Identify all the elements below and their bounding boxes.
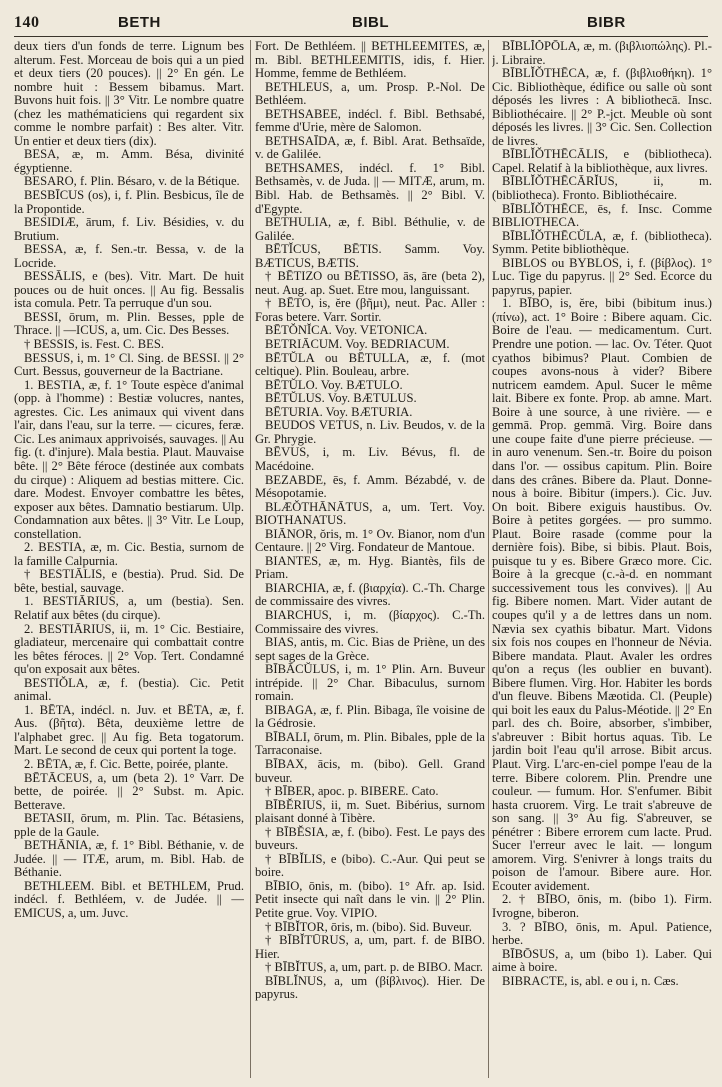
dictionary-entry: BĪBALI, ōrum, m. Plin. Bibales, pple de la Tarraconaise. — [255, 729, 485, 758]
dictionary-entry: BESSA, æ, f. Sen.-tr. Bessa, v. de la Locride. — [14, 242, 244, 270]
dictionary-entry: BĒTURIA. Voy. BÆTURIA. — [265, 404, 413, 419]
dictionary-entry: † BĪBĬLIS, e (bibo). C.-Aur. Qui peut se boire. — [255, 851, 485, 880]
dictionary-entry: BĪBLĬŎTHĒCĀRĬUS, ii, m. (bibliotheca). Fronto. Bibliothécaire. — [492, 174, 712, 203]
dictionary-entry: BIARCHUS, i, m. (βίαρχος). C.-Th. Commissaire des vivres. — [255, 607, 485, 636]
dictionary-entry: BESSĀLIS, e (bes). Vitr. Mart. De huit pouces ou de huit onces. || Au fig. Bessalis ista comula. Petr. Ta perruque d'un sou. — [14, 269, 244, 311]
dictionary-entry: 2. † BĪBO, ōnis, m. (bibo 1). Firm. Ivrogne, biberon. — [492, 892, 712, 920]
dictionary-entry: † BĪBĬTŪRUS, a, um, part. f. de BIBO. Hier. — [255, 933, 485, 961]
dictionary-entry: 3. ? BĪBO, ōnis, m. Apul. Patience, herbe. — [492, 919, 712, 948]
dictionary-entry: BIANTES, æ, m. Hyg. Biantès, fils de Priam. — [255, 553, 485, 582]
dictionary-entry: BESBĪCUS (os), i, f. Plin. Besbicus, île de la Propontide. — [14, 188, 244, 216]
dictionary-entry: BĒTŬLA ou BĒTULLA, æ, f. (mot celtique). Plin. Bouleau, arbre. — [255, 350, 485, 379]
dictionary-entry: BESTIŎLA, æ, f. (bestia). Cic. Petit animal. — [14, 675, 244, 704]
dictionary-entry: BETASII, ōrum, m. Plin. Tac. Bétasiens, pple de la Gaule. — [14, 811, 244, 839]
dictionary-entry: BETHSAĪDA, æ, f. Bibl. Arat. Bethsaïde, v. de Galilée. — [255, 133, 485, 162]
dictionary-entry: 1. BĪBO, is, ĕre, bibi (bibitum inus.) (πίνω), act. 1° Boire : Bibere aquam. Cic. Boire de l'eau. — medicamentum. Curt. Prendre une potion. — lac. Ov. Téter. Quot cyathos bibimus? Plaut. Combien de coupes avons-nous à vider? Bibere nutricem eamdem. Apul. Sucer le même lait. Bibere ex fonte. Prop. ab amne. Mart. Boire à une source, à une rivière. — e gemmā. Prop. gemmā. Virg. Boire dans une coupe faite d'une pierre précieuse. — in auro venenum. Sen.-tr. Boire du poison dans l'or. — ossibus capitum. Plin. Boire dans des crânes. Bibere da. Plaut. Donne-nous à boire. Bibitur (impers.). Cic. Juv. On boit. Bibere exiguis haustibus. Ov. Boire à petites gorgées. — pro summo. Plaut. Boire rasade (comme pour la dernière fois). Bibe, si bibis. Plaut. Bois, puisque tu y es. Bibere Græco more. Cic. Boire à la grecque (c.-à-d. en nommant successivement tous les convives). || Au fig. Bibere nomen. Mart. Vider autant de coupes qu'il y a de lettres dans un nom. Nævia sex cyathis bibatur. Mart. Vidons six fois nos coupes en l'honneur de Névia. Bibere mandata. Plaut. Avaler les ordres qu'on a reçus (les oublier en buvant). Bibere flumen. Virg. Hor. Habiter les bords d'un fleuve. Bibens Mæotida. Cl. (Peuple) qui boit les eaux du Palus-Méotide. || 2° En parl. des ch. Boire, absorber, s'imbiber, s'abreuver : Bibit hortus aquas. Tib. Le jardin boit l'eau qu'il arrose. Bibit arcus. Plaut. Virg. L'arc-en-ciel pompe l'eau de la terre. Bibere colorem. Plin. Prendre une couleur. — fumum. Hor. S'enfumer. Bibit hasta cruorem. Virg. Le trait s'abreuve de son sang. || 3° Au fig. S'abreuver, se pénétrer : Bibere errorem cum lacte. Prud. Sucer l'erreur avec le lait. — longum amorem. Virg. S'enivrer à longs traits du poison de l'amour. Bibere aure. Hor. Ecouter avidement. — [492, 296, 712, 893]
dictionary-entry: BIAS, antis, m. Cic. Bias de Priène, un des sept sages de la Grèce. — [255, 635, 485, 663]
dictionary-entry: BETHSAMES, indécl. f. 1° Bibl. Bethsamès, v. de Juda. || — MITÆ, arum, m. Bibl. Hab. de Bethsamès. || 2° Bibl. V. d'Egypte. — [255, 160, 485, 216]
dictionary-entry: † BĪBĬTUS, a, um, part. p. de BIBO. Macr. — [265, 960, 483, 975]
dictionary-entry: † BĒTIZO ou BĒTISSO, ās, āre (beta 2), neut. Aug. ap. Suet. Etre mou, languissant. — [255, 269, 485, 297]
dictionary-entry: BESSUS, i, m. 1° Cl. Sing. de BESSI. || 2° Curt. Bessus, gouverneur de la Bactriane. — [14, 350, 244, 379]
dictionary-entry: † BĒTO, is, ĕre (βῆμι), neut. Pac. Aller : Foras betere. Varr. Sortir. — [255, 296, 485, 324]
dictionary-entry: BLÆŎTHĀNĀTUS, a, um. Tert. Voy. BIOTHANATUS. — [255, 499, 485, 528]
dictionary-entry: BĪBAX, ācis, m. (bibo). Gell. Grand buveur. — [255, 756, 485, 785]
dictionary-entry: BĒTŬLUS. Voy. BÆTULUS. — [265, 391, 417, 406]
dictionary-entry: BĒTĀCEUS, a, um (beta 2). 1° Varr. De bette, de poirée. || 2° Subst. m. Apic. Betterave. — [14, 770, 244, 812]
dictionary-entry: BESARO, f. Plin. Bésaro, v. de la Bétique. — [24, 174, 240, 189]
guide-word-left: BETH — [118, 14, 161, 31]
dictionary-entry: BESIDIÆ, ārum, f. Liv. Bésidies, v. du Brutium. — [14, 215, 244, 243]
dictionary-entry: BĪBŌSUS, a, um (bibo 1). Laber. Qui aime à boire. — [492, 946, 712, 975]
dictionary-entry: BĪBĀCŬLUS, i, m. 1° Plin. Arn. Buveur intrépide. || 2° Char. Bibaculus, surnom romain. — [255, 662, 485, 704]
column-rule — [488, 40, 489, 1078]
dictionary-entry: 2. BĒTA, æ, f. Cic. Bette, poirée, plante. — [24, 756, 229, 771]
dictionary-entry: BETHSABEE, indécl. f. Bibl. Bethsabé, femme d'Urie, mère de Salomon. — [255, 106, 485, 135]
dictionary-entry: † BESSIS, is. Fest. C. BES. — [24, 337, 164, 352]
dictionary-entry: BETHĀNIA, æ, f. 1° Bibl. Béthanie, v. de Judée. || — ITÆ, arum, m. Bibl. Hab. de Béthanie. — [14, 838, 244, 880]
dictionary-entry: BĒTĬCUS, BĒTIS. Samm. Voy. BÆTICUS, BÆTIS. — [255, 242, 485, 270]
dictionary-entry: BETRIĀCUM. Voy. BEDRIACUM. — [265, 337, 450, 352]
dictionary-entry: 2. BESTIA, æ, m. Cic. Bestia, surnom de la famille Calpurnia. — [14, 540, 244, 568]
dictionary-entry: BESSI, ōrum, m. Plin. Besses, pple de Thrace. || —ICUS, a, um. Cic. Des Besses. — [14, 309, 244, 338]
dictionary-entry: BETHLEUS, a, um. Prosp. P.-Nol. De Bethléem. — [255, 79, 485, 108]
dictionary-entry: BĪBLĬŎTHĒCĀLIS, e (bibliotheca). Capel. Relatif à la bibliothèque, aux livres. — [492, 147, 712, 175]
dictionary-entry: BĪBLĬŎTHĒCŬLA, æ, f. (bibliotheca). Symm. Petite bibliothèque. — [492, 228, 712, 257]
column-rule — [250, 40, 251, 1078]
dictionary-entry: BIARCHIA, æ, f. (βιαρχία). C.-Th. Charge de commissaire des vivres. — [255, 580, 485, 609]
dictionary-entry: BETHLEEM. Bibl. et BETHLEM, Prud. indécl. f. Bethléem, v. de Judée. || — EMICUS, a, um. Juvc. — [14, 878, 244, 920]
dictionary-entry: † BĪBER, apoc. p. BIBERE. Cato. — [265, 784, 439, 799]
dictionary-entry: † BĪBĔSIA, æ, f. (bibo). Fest. Le pays des buveurs. — [255, 824, 485, 853]
dictionary-entry: BEZABDE, ēs, f. Amm. Bézabdé, v. de Mésopotamie. — [255, 472, 485, 501]
column-right — [492, 40, 712, 1078]
column-left — [14, 40, 244, 1078]
dictionary-entry: BIBLOS ou BYBLOS, i, f. (βίβλος). 1° Luc. Tige du papyrus. || 2° Sed. Ecorce du papyrus, papier. — [492, 255, 712, 297]
dictionary-entry: BIĀNOR, ŏris, m. 1° Ov. Bianor, nom d'un Centaure. || 2° Virg. Fondateur de Mantoue. — [255, 526, 485, 555]
dictionary-entry: † BĪBĬTOR, ōris, m. (bibo). Sid. Buveur. — [265, 919, 472, 934]
dictionary-entry: BETHULIA, æ, f. Bibl. Béthulie, v. de Galilée. — [255, 215, 485, 243]
dictionary-entry: BĪBLĬŎTHĒCE, ēs, f. Insc. Comme BIBLIOTHECA. — [492, 201, 712, 230]
column-middle — [255, 40, 485, 1078]
running-header — [14, 14, 708, 37]
dictionary-entry: BIBRACTE, is, abl. e ou i, n. Cæs. — [502, 973, 679, 988]
dictionary-entry: deux tiers d'un fonds de terre. Lignum bes alterum. Fest. Morceau de bois qui a un pied et deux tiers (20 pouces). || 2° En gén. Le nombre huit : Bessem bibamus. Mart. Buvons huit fois. || 3° Vitr. Le nombre quatre (chez les mathématiciens qui regardent six comme le nombre parfait) : Bes alter. Vitr. Un entier et deux tiers (dix). — [14, 40, 244, 148]
dictionary-entry: BESA, æ, m. Amm. Bésa, divinité égyptienne. — [14, 147, 244, 175]
dictionary-entry: BĒVUS, i, m. Liv. Bévus, fl. de Macédoine. — [255, 445, 485, 473]
dictionary-entry: 1. BESTIĀRIUS, a, um (bestia). Sen. Relatif aux bêtes (du cirque). — [14, 594, 244, 622]
guide-word-right: BIBR — [587, 14, 626, 31]
page-number: 140 — [14, 14, 40, 31]
dictionary-entry: † BESTIĀLIS, e (bestia). Prud. Sid. De bête, bestial, sauvage. — [14, 567, 244, 595]
dictionary-entry: BIBAGA, æ, f. Plin. Bibaga, île voisine de la Gédrosie. — [255, 702, 485, 731]
dictionary-entry: Fort. De Bethléem. || BETHLEEMITES, æ, m. Bibl. BETHLEEMITIS, idis, f. Hier. Homme, femme de Bethléem. — [255, 40, 485, 81]
dictionary-entry: BĒTŎNĬCA. Voy. VETONICA. — [265, 323, 428, 338]
dictionary-entry: 1. BESTIA, æ, f. 1° Toute espèce d'animal (opp. à l'homme) : Bestiæ volucres, nantes, agrestes. Cic. Les animaux qui vivent dans l'air, dans l'eau, sur la terre. — cicures, feræ. Cic. Les animaux apprivoisés, sauvages. || Au fig. (t. d'injure). Mala bestia. Plaut. Mauvaise bête. || 2° Bête féroce (destinée aux combats du cirque) : Aliquem ad bestias mittere. Cic. dare. Modest. Envoyer combattre les bêtes, exposer aux bêtes. Damnatio bestiarum. Ulp. Condamnation aux bêtes. || 3° Vitr. Le Loup, constellation. — [14, 377, 244, 541]
dictionary-entry: BĒTŬLO. Voy. BÆTULO. — [265, 377, 403, 392]
dictionary-entry: BĪBLĬNUS, a, um (βίβλινος). Hier. De papyrus. — [255, 973, 485, 1002]
guide-word-center: BIBL — [352, 14, 389, 31]
dictionary-entry: 2. BESTIĀRIUS, ii, m. 1° Cic. Bestiaire, gladiateur, mercenaire qui combattait contre les bêtes féroces. || 2° Vop. Tert. Condamné qu'on exposait aux bêtes. — [14, 621, 244, 677]
dictionary-entry: BĪBLĬŎTHĒCA, æ, f. (βιβλιοθήκη). 1° Cic. Bibliothèque, édifice ou salle où sont déposés les livres : A bibliothecā. Insc. Bibliothécaire. || 2° P.-jct. Meuble où sont déposés les livres. || 3° Cic. Sen. Collection de livres. — [492, 66, 712, 148]
dictionary-entry: BEUDOS VETUS, n. Liv. Beudos, v. de la Gr. Phrygie. — [255, 418, 485, 446]
dictionary-entry: BĪBĔRIUS, ii, m. Suet. Bibérius, surnom plaisant donné à Tibère. — [255, 797, 485, 826]
text-columns — [14, 40, 712, 1078]
dictionary-entry: 1. BĒTA, indécl. n. Juv. et BĒTA, æ, f. Aus. (βῆτα). Bêta, deuxième lettre de l'alphabet grec. || Au fig. Beta togatorum. Mart. Le second de ceux qui portent la toge. — [14, 702, 244, 758]
dictionary-entry: BĪBLĬŎPŌLA, æ, m. (βιβλιοπώλης). Pl.-j. Libraire. — [492, 40, 712, 67]
dictionary-entry: BĪBIO, ōnis, m. (bibo). 1° Afr. ap. Isid. Petit insecte qui naît dans le vin. || 2° Plin. Petite grue. Voy. VIPIO. — [255, 878, 485, 920]
